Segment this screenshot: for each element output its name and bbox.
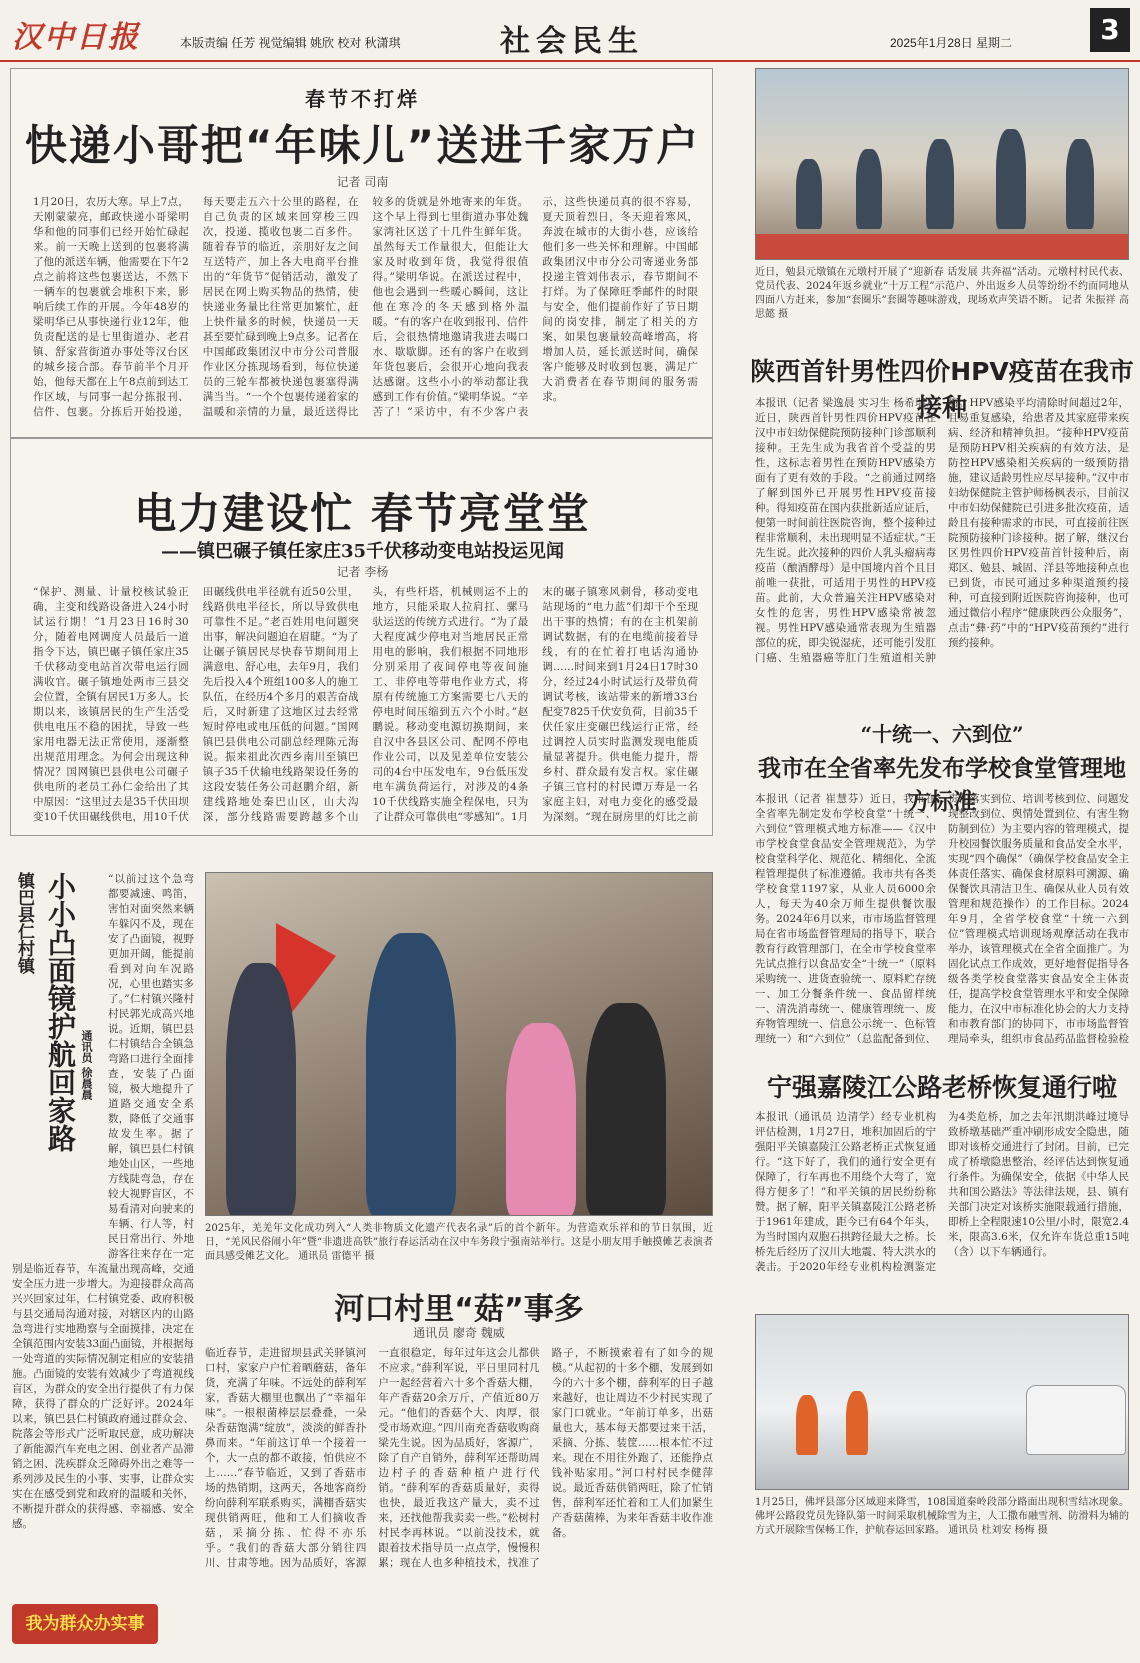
hpv-body: 本报讯（记者 梁逸晨 实习生 杨希瑞）近日，陕西首针男性四价HPV疫苗在汉中市妇幼保健院预防接种门诊部顺利接种。王先生成为我省首个受益的男性，这标志着男性在预防HPV感染方面有了更有效的手段。“之前通过网络了解到国外已开展男性HPV疫苗接种。得知疫苗在国内获批新适应证后，便第一时间前往医院咨询，整个接种过程非常顺利，未出现明显不适症状。”王先生说。此次接种的四价人乳头瘤病毒疫苗（酿酒酵母）是中国境内首个且目前唯一获批，可适用于男性的HPV疫苗。此前，大众普遍关注HPV感染对女性的危害，男性HPV感染常被忽视。男性HPV感染通常表现为生殖器部位的疣，即尖锐湿疣，还可能引发肛门癌、生殖器癌等肛门生殖道相关肿瘤。HPV感染平均清除时间超过2年，且易重复感染，给患者及其家庭带来疾病、经济和精神负担。“接种HPV疫苗是预防HPV相关疾病的有效方法，是防控HPV感染相关疾病的一级预防措施，建议适龄男性应尽早接种。”汉中市妇幼保健院主管护师杨枫表示，目前汉中市妇幼保健院已引进多批次疫苗，适龄且有接种需求的市民，可直接前往医院预防接种门诊接种。据了解，继汉台区男性四价HPV疫苗首针接种后，南郑区、勉县、城固、洋县等地接种点也已到货，市民可通过多种渠道预约接种，可直接到附近医院咨询接种，也可通过微信小程序“健康陕西公众服务”，点击“彝·药”中的“HPV疫苗预约”进行预约接种。: [755, 397, 1129, 664]
person-figure: [796, 159, 822, 229]
worker-figure: [846, 1391, 868, 1455]
school-headline: 我市在全省率先发布学校食堂管理地方标准: [758, 756, 1126, 815]
power-body: “保护、测量、计量校核试验正确，主变和线路设备进入24小时试运行期！”1月23日16时30分，随着电网调度人员最后一道指令下达，镇巴碾子镇任家庄35千伏移动变电站首次带电运行圆满收官。碾子镇地处两市三县交会位置，全镇有居民1万多人。长期以来，该镇居民的生产生活受供电电压不稳的困扰，导致一些家用电器无法正常使用，逐渐整出规范用理念。为何会出现这种情况？国网镇巴县供电公司碾子供电所的老员工孙仁金给出了其中原因：“这里过去是35千伏田坝变10千伏田碾线供电，用10千伏田碾线供电半径就有近50公里，线路供电半径长，所以导致供电可靠性不足。”老百姓用电问题突出事，解决问题迫在眉睫。“为了让碾子镇居民尽快春节期间用上满意电、舒心电，去年9月，我们先后投入4个班组100多人的施工队伍，在经历4个多月的艰苦奋战后，又时新建了这地区过去经常短时停电或电压低的问题。”国网镇巴县供电公司副总经理陈元海说。振来祖此次西乡南川至镇巴镇子35千伏输电线路架设任务的这段安装任务公司赵鹏介绍，新建线路地处秦巴山区，山大沟深，部分线路需要跨越多个山头，有些杆塔，机械则运不上的地方，只能采取人拉肩扛、骡马驮运送的传统方式进行。“为了最大程度减少停电对当地居民正常用电的影响，我们根据不同地形分别采用了夜间停电等夜间施工、非停电等带电作业方式，将原有传统施工方案需要七八天的停电时间压缩到五六个小时。”赵鹏说。移动变电源切换期间，来自汉中各县区公司、配网不停电作业公司，以及见差单位安装公司的4台中压发电车，9台低压发电车满负荷运行，对涉及的4条10千伏线路实施全程保电，只为了让群众可靠供电“零感知”。1月末的碾子镇寒风刺骨，移动变电站现场的“电力蓝”们却干个至现出干事的热情；有的在主机架前调试数据，有的在电缆前接着导线，有的在忙着打电话沟通协调……时间来到1月24日17时30分，经过24小时试运行及带负荷调试考核，该站带来的新增33台配变7825千伏安负荷，目前35千伏任家庄变碾巴线运行正常，经过调控人员实时监测发现电能质量显著提升。供电能力提升，帮乡村、群众最有发言权。家住碾子镇三官村的村民谭万寿是一名家庭主妇，对电力变化的感受最为深刻。“现在厨房里的灯比之前: [33, 586, 698, 823]
village-photo-caption: [755, 266, 1129, 322]
power-byline: 记者 李杨: [336, 565, 389, 579]
mirror-body-bottom: 别是临近春节，车流量出现高峰，交通安全压力进一步增大。为迎接群众高高兴兴回家过年，仁村镇党委、政府积极与县交通局沟通对接，对辖区内的山路急弯进行实地勘察与全面摸排，决定在全镇范围内安装33面凸面镜，并根据每一处弯道的实际情况制定相应的安装措施。凸面镜的安装有效减少了弯道视线盲区，为群众的安全出行提供了有力保障，获得了群众的广泛好评。2024年以来，镇巴县仁村镇政府通过群众会、院落会等形式广泛听取民意，成功解决了新能源汽车充电之困、创业者产品滞销之困、洗疾群众乏障碍外出之难等一系列涉及民生的小事、实事，让群众实实在在感受到党和政府的温暖和关怀，不断提升群众的获得感、幸福感、安全感。: [12, 1263, 194, 1530]
power-headline: 电力建设忙 春节亮堂堂: [134, 489, 591, 538]
snow-photo-caption: [755, 1496, 1129, 1552]
vehicle-shape: [1026, 1385, 1126, 1455]
photo-credit: 通讯员 杜刘安 杨梅 摄: [948, 1525, 1048, 1536]
snow-road-photo: [755, 1314, 1129, 1490]
mirror-kicker: 镇巴县仁村镇: [14, 872, 34, 974]
photo-credit: 记者 朱振祥 高思懿 摄: [755, 295, 1129, 320]
person-figure: [1066, 139, 1094, 229]
school-body: 本报讯（记者 崔慧芬）近日，我市在全省率先制定发布学校食堂“十统一、六到位”管理模式地方标准——《汉中市学校食堂食品安全管理规范》，为学校食堂科学化、规范化、精细化、全流程管理提供了标准遵循。我市共有各类学校食堂1197家，从业人员6000余人，每天为40余万师生提供餐饮服务。2024年6月以来，市市场监督管理局在省市场监督管理局的指导下，联合教育行政管理部门，在全市学校食堂率先试点推行以食品安全“十统一”（原料采购统一、进货查验统一、原料贮存统一、加工分餐条件统一、食品留样统一、清洗消毒统一、健康管理统一、废弃物管理统一、信息公示统一、色标管理统一）和“六到位”（总监配备到位、责任落实到位、培训考核到位、问题发现整改到位、舆情处置到位、有害生物防制到位）为主要内容的管理模式，提升校园餐饮服务质量和食品安全水平，实现“四个确保”（确保学校食品安全主体责任落实、确保食材原料可溯源、确保餐饮具清洁卫生、确保从业人员有效管理和规范操作）的工作目标。2024年9月，全省学校食堂“十统一六到位”管理模式培训现场观摩活动在我市举办，该管理模式在全省全面推广。为固化试点工作成效，更好地督促指导各级各类学校食堂落实食品安全主体责任，提高学校食堂管理水平和安全保障能力，在汉中市标准化协会的大力支持和市教育部门的协同下，市市场监督管理局牵头，组织市食品药品监督检验检: [755, 793, 1129, 1045]
newspaper-logo: 汉中日报: [12, 20, 140, 55]
issue-date: 2025年1月28日 星期二: [890, 36, 1013, 50]
bridge-body: 本报讯（通讯员 边清学）经专业机构评估检测，1月27日，堆积加固后的宁强阳平关镇嘉陵江公路老桥正式恢复通行。“这下好了，我们的通行安全更有保障了，行车再也不用绕个大弯了，宽得方便多了！”和平关镇的居民纷纷称赞。据了解，阳平关镇嘉陵江公路老桥于1961年建成，距今已有64个年头，为当时国内双胞石拱跨径最大之桥。长桥先后经历了汉川大地震、特大洪水的袭击。于2020年经专业机构检测鉴定为4类危桥，加之去年汛期洪峰过境导致桥墩基础严重冲刷形成安全隐患，随即对该桥交通进行了封闭。目前，已完成了桥墩隐患整治，经评估达到恢复通行条件。为确保安全，依据《中华人民共和国公路法》等法律法规，县、镇有关部门决定对该桥实施限载通行措施，即桥上全程限速10公里/小时，限宽2.4米，限高3.6米，仅允许车货总重15吨（含）以下车辆通行。: [755, 1111, 1129, 1273]
page-number: 3: [1090, 8, 1130, 52]
bridge-headline: 宁强嘉陵江公路老桥恢复通行啦: [766, 1073, 1117, 1102]
mushroom-headline: 河口村里“菇”事多: [334, 1292, 584, 1327]
child-figure: [506, 1023, 576, 1216]
editor-credits: 本版责编 任芳 视觉编辑 姚欣 校对 秋潇琪: [180, 36, 401, 50]
ground-banner: [756, 234, 1129, 260]
main-photo-caption: [205, 1222, 713, 1264]
village-event-photo: [755, 68, 1129, 260]
caption-text: 2025年，羌羌年文化成功列入“人类非物质文化遗产代表名录”后的首个新年。为营造欢乐祥和的节日氛围，近日，“羌风民俗闹小年”暨“非遗进高铁”旅行春运活动在汉中车务段宁强南站举行。这是小朋友用手触摸傩艺表演者面具感受傩艺文化。: [205, 1223, 713, 1262]
service-tag: 我为群众办实事: [12, 1604, 158, 1644]
school-kicker: “十统一、六到位”: [860, 722, 1024, 746]
article-byline: 记者 司南: [336, 175, 389, 189]
article-courier: [10, 68, 713, 438]
article-kicker: 春节不打烊: [305, 87, 420, 111]
person-figure: [856, 149, 882, 229]
section-title: 社会民生: [500, 24, 644, 59]
opera-mask-photo: [205, 872, 713, 1216]
article-body: 1月20日，农历大寒。早上7点，天刚蒙蒙亮，邮政快递小哥梁明华和他的同事们已经开始忙碌起来。前一天晚上送到的包裹将满了他的派送车辆，他需要在下午2点之前将这些包裹送达，不然下一辆车的包裹就会堆积下来，影响后续工作的开展。今年48岁的梁明华已从事快递行业12年，他负责配送的是七里街道办、老君镇、舒家营街道办事处等汉台区的城乡接合部。春节前半个月开始，他每天都在上午8点前到达工作区域，与同事一起分拣报刊、信件、包裹。分拣后开始投递，每天要走五六十公里的路程，在自己负责的区域来回穿梭三四次，投递、揽收包裹二百多件。随着春节的临近，亲朋好友之间互送特产，加上各大电商平台推出的“年货节”促销活动，激发了居民在网上购买物品的热情，使快递业务量比往常更加繁忙，赶上快件量多的时候，快递员一天甚至要忙碌到晚上9点多。记者在中国邮政集团汉中市分公司普服作业区分拣现场看到，每位快递员的三轮车都被快递包裹塞得满满当当。“一个个包裹传递着家的温暖和亲情的力量，最近送得比较多的货就是外地寄来的年货。这个早上得到七里街道办事处魏家湾社区送了十几件生鲜年货。虽然每天工作量很大，但能让大家及时收到年货，我觉得很值得。”梁明华说。在派送过程中，他也会遇到一些暖心瞬间，这让他在寒冷的冬天感到格外温暖。“有的客户在收到报刊、信件后，会很热情地邀请我进去喝口水、歇歇脚。还有的客户在收到年货包裹后，会很开心地向我表达感谢。这些小小的举动都让我感到工作有价值。”梁明华说。“辛苦了！”采访中，有不少客户表示，这些快递员真的很不容易，夏天顶着烈日，冬天迎着寒风，奔波在城市的大街小巷，应该给他们多一些关怀和理解。中国邮政集团汉中市分公司寄递业务部投递主管刘伟表示，春节期间不打烊。为了保障旺季邮件的时限与安全，他们提前作好了节日期间的岗安排，制定了相关的方案，如果包裹量较高峰增高，将增加人员，延长派送时间，确保客户能够及时收到包裹，满足广大消费者在春节期间的服务需求。: [33, 196, 698, 418]
caption-text: 1月25日，佛坪县部分区域迎来降雪，108国道秦岭段部分路面出现积雪结冰现象。佛坪公路段党员先锋队第一时间采取机械除雪为主，人工撒布融雪剂、防滑料为辅的方式开展除雪保畅工作，护航春运回家路。: [755, 1497, 1129, 1536]
caption-text: 近日，勉县元墩镇在元墩村开展了“迎新春 话发展 共奔福”活动。元墩村村民代表、党员代表、2024年返乡就业“十万工程”示范户、外出返乡人员等纷纷不约而同地从四面八方赶来，参加“套圈乐”套圈等趣味游戏，现场欢声笑语不断。: [755, 267, 1129, 306]
mirror-byline: 通讯员 徐晨晨: [80, 1030, 93, 1100]
article-power: [10, 438, 713, 836]
performer-figure: [366, 933, 456, 1216]
mushroom-byline: 通讯员 廖奇 魏威: [413, 1326, 505, 1340]
power-subhead: ——镇巴碾子镇任家庄35千伏移动变电站投运见闻: [160, 541, 565, 562]
masthead: [0, 0, 1140, 62]
mirror-body-top: “以前过这个急弯都要减速、鸣笛，害怕对面突然来辆车躲闪不及，现在安了凸面镜，视野更加开阔，能提前看到对向车况路况，心里也踏实多了。”仁村镇兴隆村村民郭光成高兴地说。近期，镇巴县仁村镇结合全镇急弯路口进行全面排查，安装了凸面镜，极大地提升了道路交通安全系数，降低了交通事故发生率。据了解，镇巴县仁村镇地处山区，一些地方线陡弯急，存在较大视野盲区，不易看清对向驶来的车辆、行人等，村民日常出行、外地游客往来存在一定: [108, 873, 194, 1260]
performer-figure: [226, 963, 296, 1216]
person-figure: [926, 139, 954, 229]
mushroom-body: 临近春节，走进留坝县武关驿镇河口村，家家户户忙着晒蘑菇，备年货，充满了年味。不远处的薛利军家，香菇大棚里也飘出了“幸福年味”。一根根菌棒层层叠叠，一朵朵香菇饱满“绽放”，淡淡的鲜香扑鼻而来。“年前这订单一个接着一个，大一点的都不敢接，怕供应不上……”春节临近，又到了香菇市场的热销期，这两天，各地客商纷纷向薛利军联系购买，满棚香菇实现供销两旺，他和工人们摘收香菇，采摘分拣、忙得不亦乐乎。“我们的香菇大部分销往四川、甘肃等地。因为品质好，客源一直很稳定，每年过年这会儿都供不应求。”薛利军说，平日里同村几户一起经营着六十多个香菇大棚，年产香菇20余万斤，产值近80万元。“他们的香菇个大、肉厚，很受市场欢迎。”四川南充香菇收购商梁先生说。因为品质好，客源广，除了自产自销外，薛利军还帮助周边村子的香菇种植户进行代销。“薛利军的香菇质量好，卖得也快，最近我这产量大，卖不过来，还找他帮我卖卖一些。”松树村村民李再林说。“以前没技术，就跟着技术指导员一点点学，慢慢积累；现在人也多种植技术，找准了路子，不断摸索着有了如今的规模。”从起初的十多个棚，发展到如今的六十多个棚，薛利军的日子越来越好，也让周边不少村民实现了家门口就业。“年前订单多，出菇量也大，基本每天都要过来干活，采摘、分拣、装筐……根本忙不过来。现在不用往外跑了，还能挣点钱补贴家用。”河口村村民李健萍说。最近香菇供销两旺，除了忙销售，薛利军还忙着和工人们加紧生产香菇菌棒，为来年香菇丰收作准备。: [205, 1347, 713, 1569]
photo-credit: 通讯员 雷德平 摄: [298, 1251, 375, 1262]
person-figure: [996, 129, 1026, 229]
article-headline: 快递小哥把“年味儿”送进千家万户: [24, 121, 701, 170]
adult-figure: [586, 1003, 666, 1216]
hpv-headline: 陕西首针男性四价HPV疫苗在我市接种: [750, 357, 1134, 422]
mirror-headline: 小小凸面镜护航回家路: [44, 872, 77, 1152]
worker-figure: [796, 1395, 818, 1455]
